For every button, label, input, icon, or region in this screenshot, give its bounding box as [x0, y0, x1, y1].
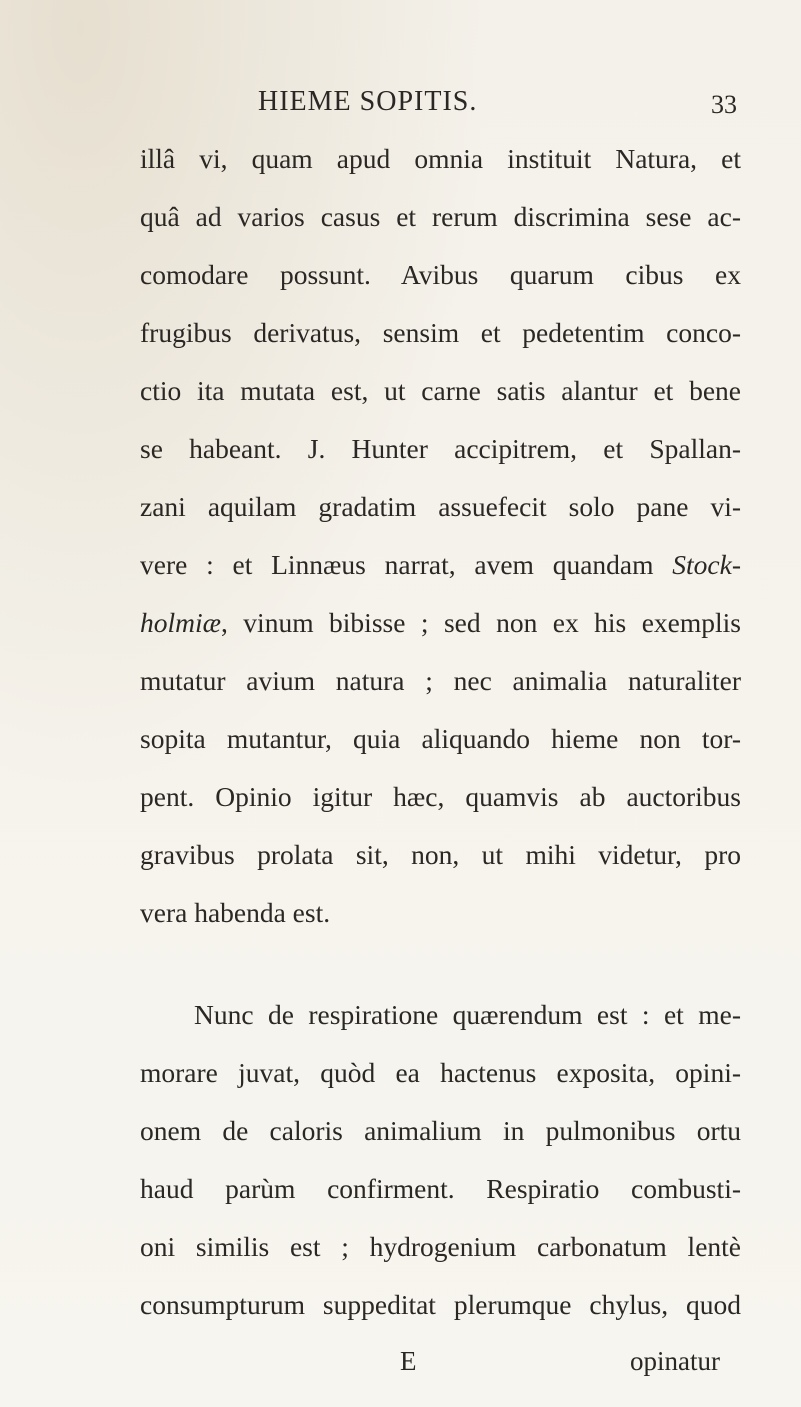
text-line: illâ vi, quam apud omnia instituit Natura, et: [140, 143, 741, 174]
text-line: consumpturum suppeditat plerumque chylus, quod: [140, 1289, 741, 1320]
text-line: comodare possunt. Avibus quarum cibus ex: [140, 259, 741, 290]
text-line: haud parùm confirment. Respiratio combusti-: [140, 1173, 741, 1204]
text-line: mutatur avium natura ; nec animalia naturaliter: [140, 665, 741, 696]
text-line: vera habenda est.: [140, 897, 331, 928]
text-line: zani aquilam gradatim assuefecit solo pane vi-: [140, 491, 741, 522]
page-header: [0, 86, 801, 126]
text-line: ctio ita mutata est, ut carne satis alantur et bene: [140, 375, 741, 406]
text-line: sopita mutantur, quia aliquando hieme non tor-: [140, 723, 741, 754]
signature-mark: E: [400, 1346, 417, 1376]
text-line: morare juvat, quòd ea hactenus exposita, opini-: [140, 1057, 741, 1088]
text-run: , vinum bibisse ; sed non ex his exemplis: [220, 607, 741, 638]
text-line: pent. Opinio igitur hæc, quamvis ab auctoribus: [140, 781, 741, 812]
text-line: onem de caloris animalium in pulmonibus ortu: [140, 1115, 741, 1146]
text-line: oni similis est ; hydrogenium carbonatum lentè: [140, 1231, 741, 1262]
text-line: se habeant. J. Hunter accipitrem, et Spallan-: [140, 433, 741, 464]
text-line: gravibus prolata sit, non, ut mihi videtur, pro: [140, 839, 741, 870]
catchword: opinatur: [630, 1346, 720, 1376]
text-line: [140, 550, 741, 580]
text-line: [140, 608, 741, 638]
text-line: quâ ad varios casus et rerum discrimina sese ac-: [140, 201, 741, 232]
text-line: frugibus derivatus, sensim et pedetentim conco-: [140, 317, 741, 348]
italic-text-run: holmiæ: [140, 607, 221, 638]
italic-text-run: Stock-: [672, 549, 742, 580]
text-line: Nunc de respiratione quærendum est : et me-: [194, 999, 741, 1030]
running-head: HIEME SOPITIS.: [258, 86, 478, 117]
page-number: 33: [711, 90, 737, 119]
text-run: vere : et Linnæus narrat, avem quandam: [140, 549, 654, 580]
